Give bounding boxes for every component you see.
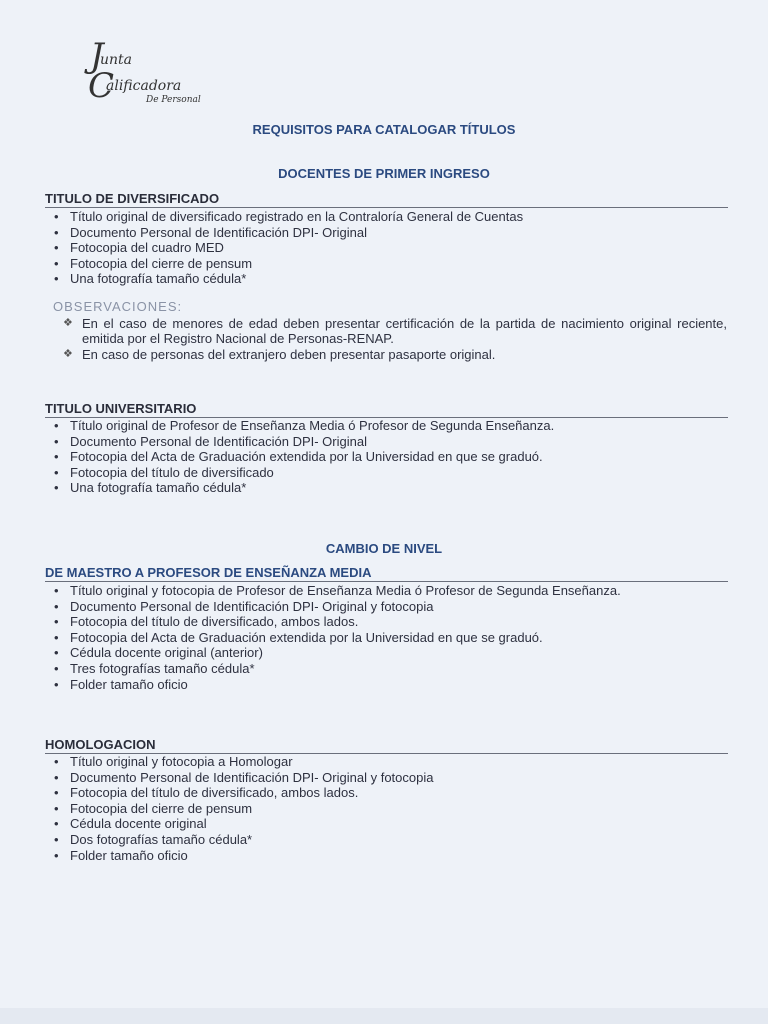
list-item: • Título original de Profesor de Enseñanza Media ó Profesor de Segunda Enseñanza. xyxy=(52,418,722,434)
list-item: • Dos fotografías tamaño cédula* xyxy=(52,832,722,848)
list-maestro xyxy=(52,583,722,692)
list-item: • Título original y fotocopia a Homologar xyxy=(52,754,722,770)
logo: J unta C alificadora De Personal xyxy=(88,36,201,106)
heading-homologacion: HOMOLOGACION xyxy=(45,737,728,754)
heading-universitario: TITULO UNIVERSITARIO xyxy=(45,401,728,418)
observaciones-title: OBSERVACIONES: xyxy=(53,299,183,314)
list-item: • Fotocopia del cuadro MED xyxy=(52,240,722,256)
list-item: • Folder tamaño oficio xyxy=(52,677,722,693)
list-item: • Fotocopia del cierre de pensum xyxy=(52,256,722,272)
list-universitario xyxy=(52,418,722,496)
list-homologacion xyxy=(52,754,722,863)
list-item: • Cédula docente original xyxy=(52,816,722,832)
list-item: • Folder tamaño oficio xyxy=(52,848,722,864)
list-item: • Una fotografía tamaño cédula* xyxy=(52,480,722,496)
list-item: • Documento Personal de Identificación DPI- Original y fotocopia xyxy=(52,770,722,786)
list-item: • Documento Personal de Identificación DPI- Original y fotocopia xyxy=(52,599,722,615)
docentes-title: DOCENTES DE PRIMER INGRESO xyxy=(278,166,490,181)
list-item: • Fotocopia del título de diversificado, ambos lados. xyxy=(52,785,722,801)
logo-line-3: De Personal xyxy=(146,95,201,105)
list-item: • Fotocopia del cierre de pensum xyxy=(52,801,722,817)
observaciones-list xyxy=(62,316,727,362)
list-item: • Título original de diversificado registrado en la Contraloría General de Cuentas xyxy=(52,209,722,225)
list-item: • Cédula docente original (anterior) xyxy=(52,645,722,661)
list-item: • Una fotografía tamaño cédula* xyxy=(52,271,722,287)
observation-item: ❖ En caso de personas del extranjero deben presentar pasaporte original. xyxy=(62,347,727,362)
observation-item: ❖ En el caso de menores de edad deben presentar certificación de la partida de nacimiento original reciente, emitida por el Registro Nacional de Personas-RENAP. xyxy=(62,316,727,347)
main-title: REQUISITOS PARA CATALOGAR TÍTULOS xyxy=(252,122,516,137)
page-bottom-edge xyxy=(0,1008,768,1024)
list-item: • Tres fotografías tamaño cédula* xyxy=(52,661,722,677)
list-item: • Documento Personal de Identificación DPI- Original xyxy=(52,225,722,241)
list-item: • Fotocopia del título de diversificado xyxy=(52,465,722,481)
list-item: • Título original y fotocopia de Profesor de Enseñanza Media ó Profesor de Segunda Enseñanza. xyxy=(52,583,722,599)
list-item: • Fotocopia del título de diversificado, ambos lados. xyxy=(52,614,722,630)
list-item: • Fotocopia del Acta de Graduación extendida por la Universidad en que se graduó. xyxy=(52,630,722,646)
list-item: • Documento Personal de Identificación DPI- Original xyxy=(52,434,722,450)
list-item: • Fotocopia del Acta de Graduación extendida por la Universidad en que se graduó. xyxy=(52,449,722,465)
heading-diversificado: TITULO DE DIVERSIFICADO xyxy=(45,191,728,208)
heading-maestro: DE MAESTRO A PROFESOR DE ENSEÑANZA MEDIA xyxy=(45,565,728,582)
list-diversificado xyxy=(52,209,722,287)
cambio-title: CAMBIO DE NIVEL xyxy=(325,541,443,556)
